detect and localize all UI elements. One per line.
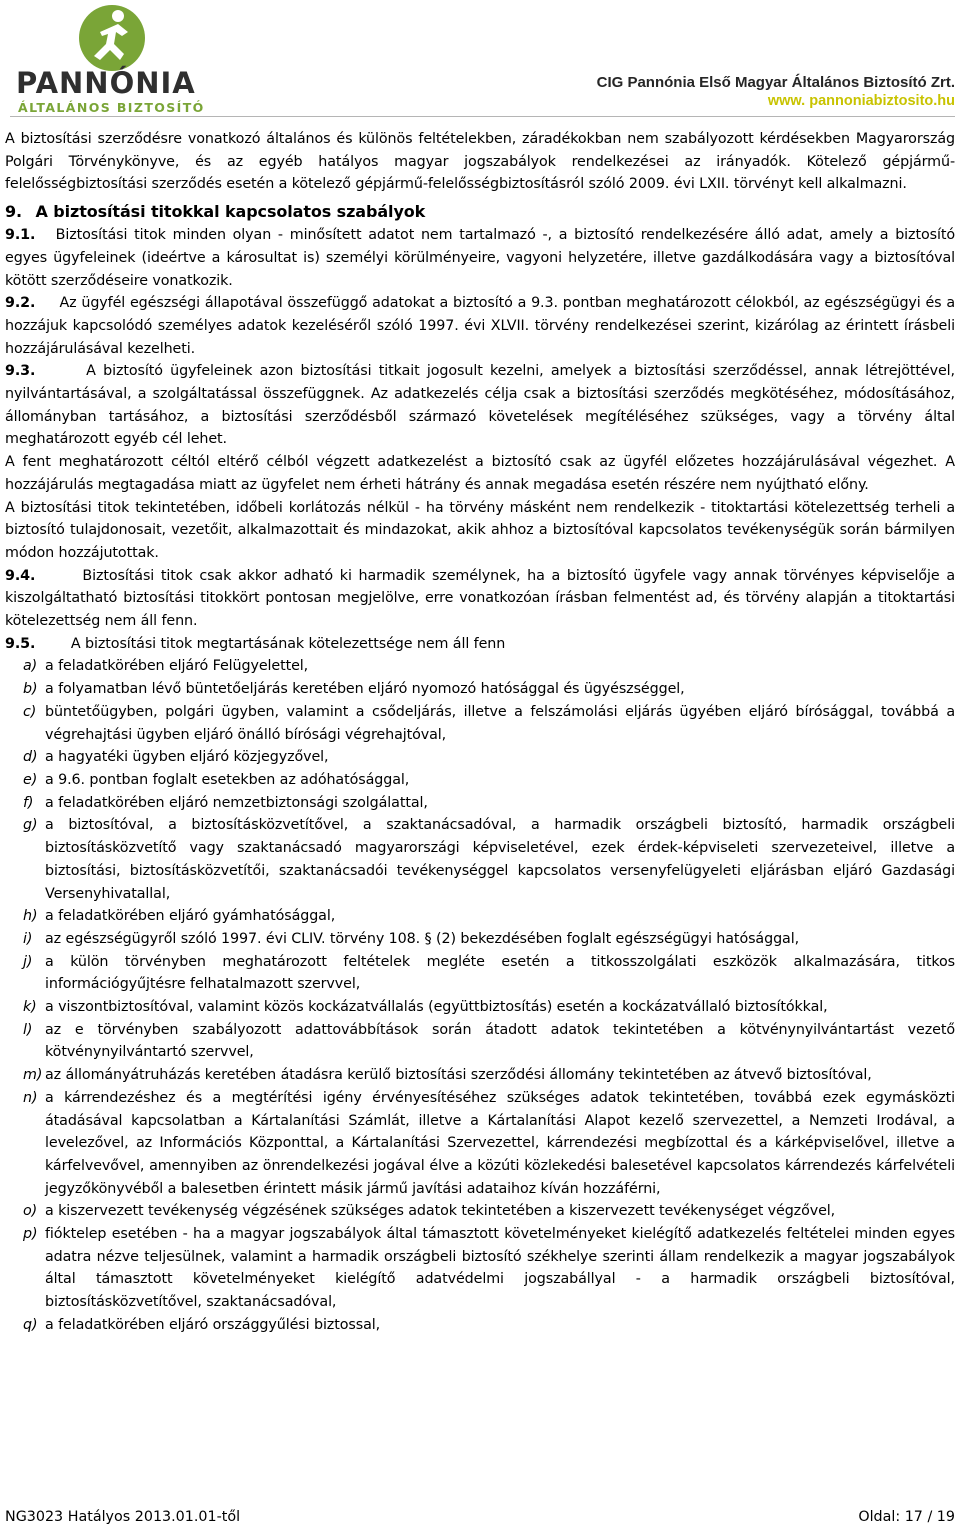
list-item-text: a feladatkörében eljáró országgyűlési biztossal, <box>45 1316 381 1333</box>
list-item-letter: h) <box>23 908 38 925</box>
list-item-text: a hagyatéki ügyben eljáró közjegyzővel, <box>45 749 329 766</box>
paragraph-9-1 <box>5 224 955 292</box>
list-item-letter: k) <box>23 999 37 1016</box>
paragraph-text: A biztosító ügyfeleinek azon biztosítási titkait jogosult kezelni, amelyek a biztosítási szerződéssel, annak létrejöttével, nyilvántartásával, a szolgáltatással összefüggnek. Az adatkezelés célja csak a biztosítási szerződés megkötéséhez, módosításához, állományban tartásához, a biztosítási szerződésből származó követelések megítéléséhez szükséges, vagy a törvény által meghatározott egyéb cél lehet. <box>5 363 955 448</box>
paragraph-number: 9.1. <box>5 227 36 244</box>
list-item-letter: o) <box>23 1203 38 1220</box>
list-item-letter: q) <box>23 1316 38 1333</box>
list-item-text: fióktelep esetében - ha a magyar jogszabályok által támasztott követelményeket kielégítő adatkezelés feltételei minden egyes adatra nézve teljesülnek, valamint a harmadik országbeli biztosító székhelye szerinti állam rendelkezik a magyar jogszabályok által támasztott követelményeket kielégítő adatvédelmi jogszabállyal - a harmadik országbeli biztosítóval, biztosításközvetítővel, szaktanácsadóval, <box>45 1226 955 1311</box>
list-item-letter: d) <box>23 749 38 766</box>
paragraph-9-4 <box>5 565 955 633</box>
page-header <box>10 0 955 118</box>
logo-wordmark: PANNÓNIA <box>16 66 196 100</box>
paragraph-text: Biztosítási titok minden olyan - minősített adatot nem tartalmazó -, a biztosító rendelkezésére álló adat, amely a biztosító egyes ügyfeleinek (ideértve a károsultat is) személyi körülményeire, vagyoni helyzetére, illetve gazdálkodására vagy a biztosítóval kötött szerződéseire vonatkozik. <box>5 227 955 289</box>
paragraph-number: 9.3. <box>5 363 36 380</box>
list-item <box>5 996 955 1019</box>
list-item-text: a kárrendezéshez és a megtérítési igény érvényesítéséhez szükséges adatok tekintetében, továbbá ezek egymásközti átadásával kapcsolatban a Kártalanítási Számlát, illetve a Kártalanítási Alapot kezelő szervezettel, a Nemzeti Irodával, a levelezővel, az Információs Központtal, a Kártalanítási Szervezettel, kárrendezési megbízottal és a kárképviselővel, illetve a kárfelvevővel, amennyiben az önrendelkezési jogával élve a közúti közlekedési balesetével kapcsolatos kárrendezés kárfelvételi jegyzőkönyvéből a balesetben érintett másik jármű javítási adataihoz kíván hozzáférni, <box>45 1089 955 1197</box>
paragraph-number: 9.5. <box>5 635 36 652</box>
list-item-text: a biztosítóval, a biztosításközvetítővel, a szaktanácsadóval, a harmadik országbeli biztosító, harmadik országbeli biztosításközvetítő vagy szaktanácsadó magyarországi képviseletével, ezek érdek-képviseleti szervezeteivel, illetve a biztosítási, biztosításközvetítői, szaktanácsadói tevékenységgel kapcsolatos versenyfelügyeleti eljárásban eljáró Gazdasági Versenyhivatallal, <box>45 817 955 902</box>
list-item-letter: j) <box>23 953 33 970</box>
list-item <box>5 769 955 792</box>
paragraph-text: Biztosítási titok csak akkor adható ki harmadik személynek, ha a biztosító ügyfele vagy annak törvényes képviselője a kiszolgáltatható biztosítási titokkört pontosan megjelölve, erre vonatkozóan írásban felmentést ad, és törvény alapján a titoktartási kötelezettség nem áll fenn. <box>5 567 955 630</box>
list-item-letter: p) <box>23 1226 38 1243</box>
header-divider <box>10 116 955 117</box>
paragraph-9-2 <box>5 292 955 360</box>
list-item-letter: i) <box>23 930 33 947</box>
list-item-text: az e törvényben szabályozott adattovábbítások során átadott adatok tekintetében a kötvénynyilvántartást vezető kötvénynyilvántartó szervvel, <box>45 1021 955 1061</box>
list-item <box>5 1223 955 1314</box>
section-heading <box>5 200 955 224</box>
footer-page-number: Oldal: 17 / 19 <box>858 1509 955 1525</box>
list-item-letter: e) <box>23 771 38 788</box>
list-item <box>5 1200 955 1223</box>
list-item <box>5 1087 955 1201</box>
list-item <box>5 905 955 928</box>
list-item-text: a viszontbiztosítóval, valamint közös kockázatvállalás (együttbiztosítás) esetén a kockázatvállaló biztosítókkal, <box>45 999 828 1016</box>
list-item <box>5 1064 955 1087</box>
paragraph-number: 9.4. <box>5 567 36 584</box>
paragraph-text: Az ügyfél egészségi állapotával összefüggő adatokat a biztosító a 9.3. pontban meghatározott célokból, az egészségügyi és a hozzájuk kapcsolódó személyes adatok kezeléséről szóló 1997. évi XLVII. törvény rendelkezései szerint, kizárólag az érintett írásbeli hozzájárulásával kezelheti. <box>5 295 955 357</box>
list-item-letter: n) <box>23 1089 38 1106</box>
exceptions-list <box>5 655 955 1336</box>
list-item <box>5 792 955 815</box>
list-item-text: a kiszervezett tevékenység végzésének szükséges adatok tekintetében a kiszervezett tevékenységet végzővel, <box>45 1203 836 1220</box>
list-item-letter: a) <box>23 658 38 675</box>
list-item-text: az egészségügyről szóló 1997. évi CLIV. törvény 108. § (2) bekezdésében foglalt egészségügyi hatósággal, <box>45 930 800 947</box>
list-item-text: az állományátruházás keretében átadásra kerülő biztosítási szerződési állomány tekintetében az átvevő biztosítóval, <box>45 1067 872 1084</box>
list-item <box>5 1019 955 1064</box>
list-item <box>5 928 955 951</box>
runner-logo-icon <box>70 2 154 74</box>
list-item-letter: b) <box>23 681 38 698</box>
list-item-text: a folyamatban lévő büntetőeljárás keretében eljáró nyomozó hatósággal és ügyészséggel, <box>45 681 685 698</box>
list-item-letter: m) <box>23 1067 43 1084</box>
list-item-text: a 9.6. pontban foglalt esetekben az adóhatósággal, <box>45 771 410 788</box>
company-name: CIG Pannónia Első Magyar Általános Biztosító Zrt. <box>596 74 955 91</box>
list-item <box>5 951 955 996</box>
list-item-letter: f) <box>23 794 34 811</box>
paragraph-text: A biztosítási titok megtartásának kötelezettsége nem áll fenn <box>70 635 506 652</box>
list-item-text: büntetőügyben, polgári ügyben, valamint a csődeljárás, illetve a felszámolási eljárás ügyében eljáró bírósággal, továbbá a végrehajtási ügyben eljáró önálló bírósági végrehajtóval, <box>45 703 955 743</box>
paragraph-9-5 <box>5 633 955 656</box>
section-number: 9. <box>5 202 23 222</box>
logo-subtitle: ÁLTALÁNOS BIZTOSÍTÓ <box>18 100 205 115</box>
paragraph-number: 9.2. <box>5 295 36 312</box>
footer-document-code: NG3023 Hatályos 2013.01.01-től <box>5 1509 241 1525</box>
list-item <box>5 746 955 769</box>
list-item <box>5 814 955 905</box>
section-title: A biztosítási titokkal kapcsolatos szabályok <box>35 202 426 222</box>
list-item <box>5 655 955 678</box>
list-item-text: a feladatkörében eljáró Felügyelettel, <box>45 658 309 675</box>
list-item-text: a feladatkörében eljáró nemzetbiztonsági szolgálattal, <box>45 794 428 811</box>
website-link[interactable]: www. pannoniabiztosito.hu <box>767 93 955 109</box>
document-body <box>5 128 955 1337</box>
list-item-text: a feladatkörében eljáró gyámhatósággal, <box>45 908 336 925</box>
list-item-letter: l) <box>23 1021 33 1038</box>
paragraph-confidentiality: A biztosítási titok tekintetében, időbeli korlátozás nélkül - ha törvény másként nem rendelkezik - titoktartási kötelezettség terheli a biztosító tulajdonosait, vezetőit, alkalmazottait és mindazokat, akik ahhoz a biztosítóval kapcsolatos tevékenységük során bármilyen módon hozzájutottak. <box>5 499 955 561</box>
list-item-letter: g) <box>23 817 38 834</box>
company-logo <box>10 2 220 114</box>
list-item-text: a külön törvényben meghatározott feltételek megléte esetén a titkosszolgálati eszközök alkalmazására, titkos információgyűjtésre felhatalmazott szervvel, <box>45 953 955 993</box>
paragraph-9-3 <box>5 360 955 451</box>
list-item <box>5 1314 955 1337</box>
paragraph-purpose: A fent meghatározott céltól eltérő célból végzett adatkezelést a biztosító csak az ügyfél előzetes hozzájárulásával végezhet. A hozzájárulás megtagadása miatt az ügyfelet nem érheti hátrány és annak megadása esetén részére nem nyújtható előny. <box>5 454 955 493</box>
list-item-letter: c) <box>23 703 37 720</box>
list-item <box>5 701 955 746</box>
list-item <box>5 678 955 701</box>
intro-paragraph: A biztosítási szerződésre vonatkozó általános és különös feltételekben, záradékokban nem szabályozott kérdésekben Magyarország Polgári Törvénykönyve, és az egyéb hatályos magyar jogszabályok rendelkezései az irányadók. Kötelező gépjármű-felelősségbiztosítási szerződés esetén a kötelező gépjármű-felelősségbiztosításról szóló 2009. évi LXII. törvényt kell alkalmazni. <box>5 131 955 193</box>
